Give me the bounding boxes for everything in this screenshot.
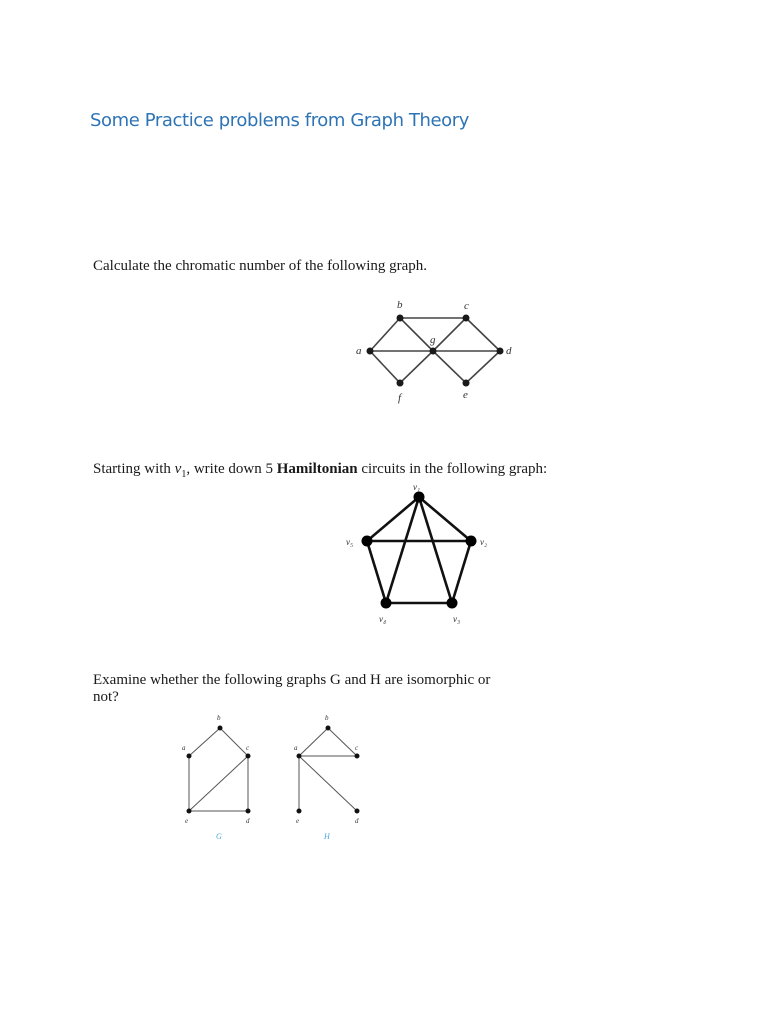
q2-prefix: Starting with — [93, 461, 175, 477]
label-g: g — [430, 334, 436, 346]
g-label-e: e — [185, 817, 189, 825]
h-node-e — [297, 809, 302, 814]
q2-suffix: circuits in the following graph: — [357, 461, 548, 477]
h-label-e: e — [296, 817, 300, 825]
label-d: d — [506, 345, 512, 357]
g-label-b: b — [217, 714, 221, 722]
label-a: a — [356, 345, 362, 357]
label-v5: v₅ — [346, 537, 354, 547]
h-node-b — [326, 726, 331, 731]
q2-mid: , write down 5 — [186, 461, 277, 477]
h-node-c — [355, 754, 360, 759]
label-b: b — [397, 299, 403, 311]
g-label-c: c — [246, 744, 250, 752]
graph-h-name: H — [324, 832, 330, 841]
question-chromatic-number: Calculate the chromatic number of the following graph. — [93, 258, 428, 274]
h-label-d: d — [355, 817, 359, 825]
h-label-a: a — [294, 744, 298, 752]
label-v4: v₄ — [379, 614, 387, 624]
label-v2: v₂ — [480, 537, 488, 547]
label-v1: v₁ — [413, 482, 421, 492]
label-f: f — [398, 392, 402, 404]
q2-sub: 1 — [181, 469, 187, 480]
g-label-a: a — [182, 744, 186, 752]
q2-bold: Hamiltonian — [276, 461, 358, 477]
label-c: c — [464, 300, 469, 312]
h-node-a — [297, 754, 302, 759]
q3-line1: Examine whether the following graphs G and H are isomorphic or — [93, 672, 491, 688]
h-label-c: c — [355, 744, 359, 752]
label-v3: v₃ — [453, 614, 461, 624]
h-node-d — [355, 809, 360, 814]
g-label-d: d — [246, 817, 250, 825]
q2-var: v — [174, 461, 182, 477]
graph-g-name: G — [216, 832, 222, 841]
page-title: Some Practice problems from Graph Theory — [90, 110, 470, 131]
q3-line2: not? — [93, 689, 119, 705]
h-label-b: b — [325, 714, 329, 722]
label-e: e — [463, 389, 468, 401]
